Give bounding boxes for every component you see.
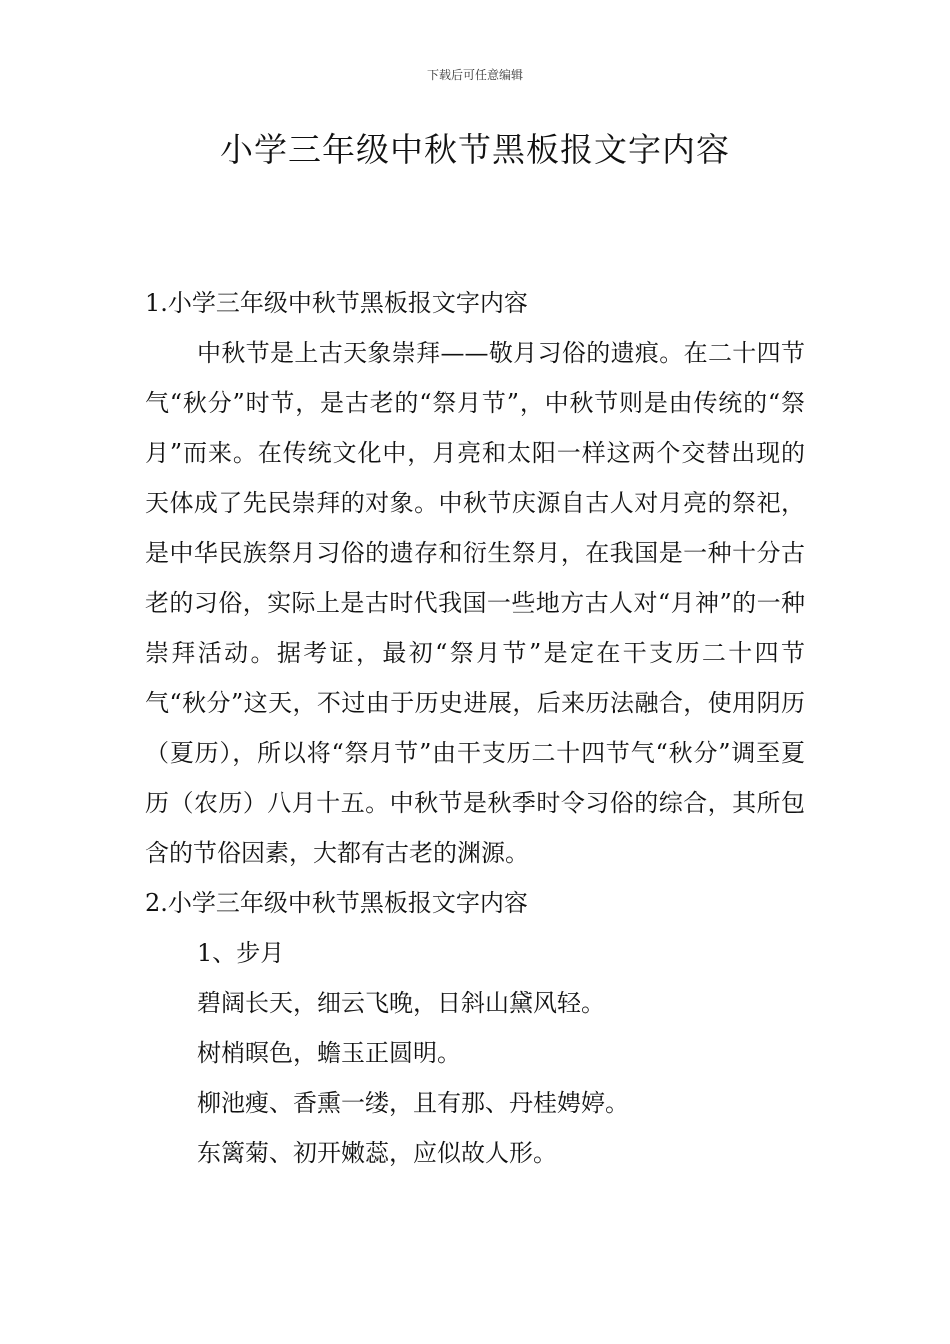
- section-1: [145, 278, 805, 878]
- poem-line: 柳池瘦、香熏一缕，且有那、丹桂娉婷。: [197, 1089, 629, 1117]
- poem-line: 树梢暝色，蟾玉正圆明。: [197, 1039, 461, 1067]
- poem-line: 1、步月: [197, 939, 285, 967]
- header-note: 下载后可任意编辑: [426, 68, 523, 82]
- section-heading: 1.小学三年级中秋节黑板报文字内容: [145, 289, 528, 317]
- document-body: [145, 278, 805, 1178]
- section-2: [145, 878, 805, 1178]
- document-title: 小学三年级中秋节黑板报文字内容: [220, 130, 730, 169]
- section-heading: 2.小学三年级中秋节黑板报文字内容: [145, 889, 528, 917]
- poem-line: 碧阔长天，细云飞晚，日斜山黛风轻。: [197, 989, 605, 1017]
- poem-line: 东篱菊、初开嫩蕊，应似故人形。: [197, 1139, 557, 1167]
- section-paragraph: 中秋节是上古天象崇拜——敬月习俗的遗痕。在二十四节气“秋分”时节，是古老的“祭月节”，中秋节则是由传统的“祭月”而来。在传统文化中，月亮和太阳一样这两个交替出现的天体成了先民崇拜的对象。中秋节庆源自古人对月亮的祭祀，是中华民族祭月习俗的遗存和衍生祭月，在我国是一种十分古老的习俗，实际上是古时代我国一些地方古人对“月神”的一种崇拜活动。据考证，最初“祭月节”是定在干支历二十四节气“秋分”这天，不过由于历史进展，后来历法融合，使用阴历（夏历），所以将“祭月节”由干支历二十四节气“秋分”调至夏历（农历）八月十五。中秋节是秋季时令习俗的综合，其所包含的节俗因素，大都有古老的渊源。: [145, 339, 805, 867]
